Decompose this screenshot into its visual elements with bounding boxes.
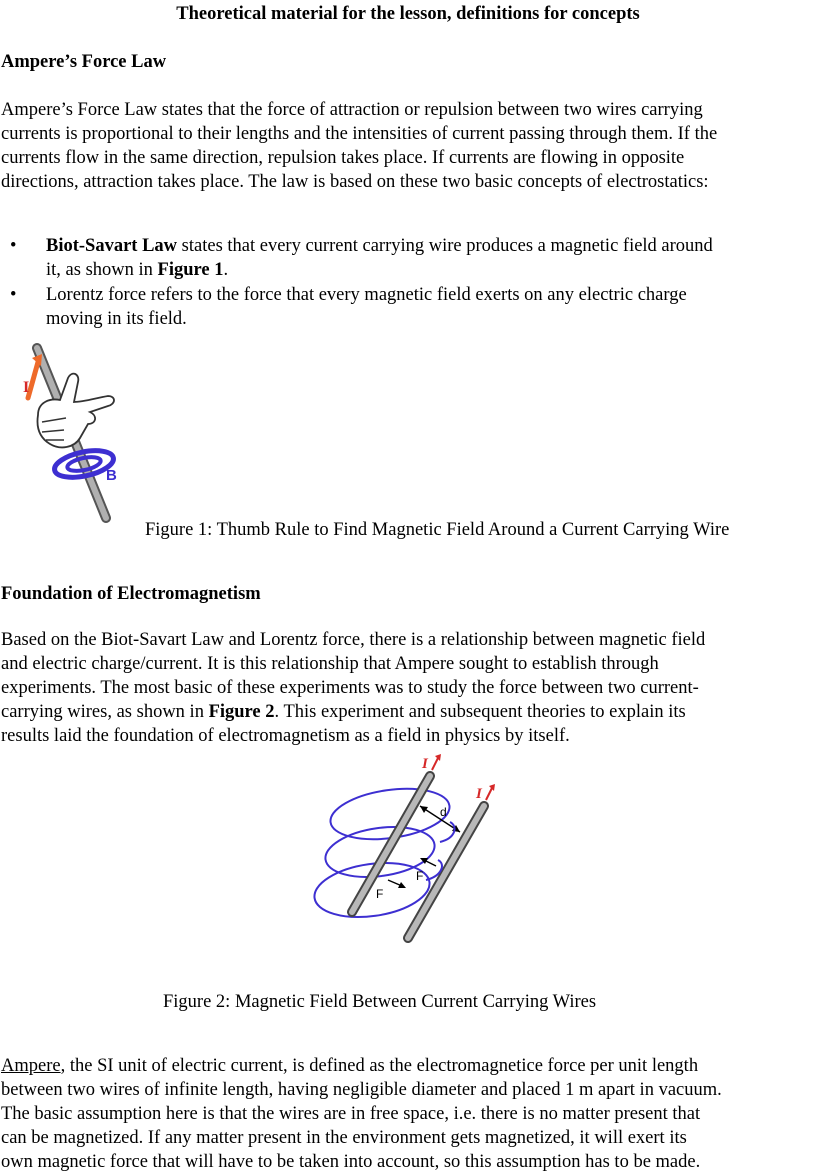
paragraph-line: own magnetic force that will have to be taken into account, so this assumption has to be made. bbox=[1, 1152, 701, 1172]
bullet-text: it, as shown in bbox=[46, 260, 158, 280]
distance-label: d bbox=[440, 805, 447, 819]
paragraph-line bbox=[1, 1054, 698, 1078]
section-heading-ampere-force-law: Ampere’s Force Law bbox=[1, 52, 167, 72]
current-arrow-icon bbox=[432, 758, 438, 770]
current-arrow-icon bbox=[28, 362, 38, 398]
paragraph-text: . This experiment and subsequent theories to explain its bbox=[274, 702, 686, 722]
paragraph-line: results laid the foundation of electromagnetism as a field in physics by itself. bbox=[1, 726, 570, 746]
force-label: F bbox=[376, 887, 384, 901]
paragraph-line: directions, attraction takes place. The law is based on these two basic concepts of electrostatics: bbox=[1, 172, 709, 192]
paragraph-text: , the SI unit of electric current, is defined as the electromagnetice force per unit length bbox=[60, 1056, 699, 1076]
paragraph-line: experiments. The most basic of these experiments was to study the force between two current- bbox=[1, 678, 699, 698]
paragraph-line: between two wires of infinite length, having negligible diameter and placed 1 m apart in vacuum. bbox=[1, 1080, 722, 1100]
field-loop-icon bbox=[440, 822, 455, 842]
current-label: I bbox=[422, 756, 428, 772]
figure-2-caption: Figure 2: Magnetic Field Between Current Carrying Wires bbox=[163, 992, 597, 1012]
paragraph-line: The basic assumption here is that the wires are in free space, i.e. there is no matter present that bbox=[1, 1104, 701, 1124]
figure-2-parallel-wires-diagram bbox=[300, 752, 510, 947]
figure-reference: Figure 2 bbox=[208, 702, 275, 722]
paragraph-text: carrying wires, as shown in bbox=[1, 702, 209, 722]
bullet-text: states that every current carrying wire produces a magnetic field around bbox=[177, 236, 713, 256]
bullet-lorentz-line2: moving in its field. bbox=[46, 309, 187, 329]
bullet-dot-icon: • bbox=[10, 285, 17, 305]
distance-arrowhead-icon bbox=[420, 806, 428, 813]
page-title: Theoretical material for the lesson, definitions for concepts bbox=[176, 4, 640, 24]
paragraph-line: currents is proportional to their lengths and the intensities of current passing through them. If the bbox=[1, 124, 718, 144]
paragraph-line: and electric charge/current. It is this relationship that Ampere sought to establish through bbox=[1, 654, 659, 674]
bullet-dot-icon: • bbox=[10, 236, 17, 256]
field-label: B bbox=[106, 467, 117, 484]
underlined-term: Ampere bbox=[1, 1056, 61, 1076]
figure-reference: Figure 1 bbox=[157, 260, 224, 280]
paragraph-line: Ampere’s Force Law states that the force of attraction or repulsion between two wires carrying bbox=[1, 100, 703, 120]
wire-1 bbox=[352, 776, 430, 912]
bullet-biot-savart-line1 bbox=[46, 234, 713, 258]
current-label: I bbox=[23, 379, 30, 396]
bullet-lorentz-line1: Lorentz force refers to the force that every magnetic field exerts on any electric charge bbox=[46, 285, 687, 305]
bold-term: Biot-Savart Law bbox=[46, 236, 178, 256]
figure-1-caption: Figure 1: Thumb Rule to Find Magnetic Field Around a Current Carrying Wire bbox=[145, 520, 730, 540]
paragraph-line bbox=[1, 700, 686, 724]
force-label: F bbox=[416, 869, 424, 883]
figure-1-thumb-rule-diagram bbox=[20, 340, 130, 525]
paragraph-line: can be magnetized. If any matter present in the environment gets magnetized, it will exert its bbox=[1, 1128, 687, 1148]
paragraph-line: currents flow in the same direction, repulsion takes place. If currents are flowing in opposite bbox=[1, 148, 685, 168]
paragraph-line: Based on the Biot-Savart Law and Lorentz force, there is a relationship between magnetic field bbox=[1, 630, 706, 650]
bullet-biot-savart-line2 bbox=[46, 258, 228, 282]
current-arrow-icon bbox=[486, 788, 492, 800]
section-heading-foundation: Foundation of Electromagnetism bbox=[1, 584, 261, 604]
current-label: I bbox=[476, 786, 482, 802]
bullet-text: . bbox=[223, 260, 229, 280]
